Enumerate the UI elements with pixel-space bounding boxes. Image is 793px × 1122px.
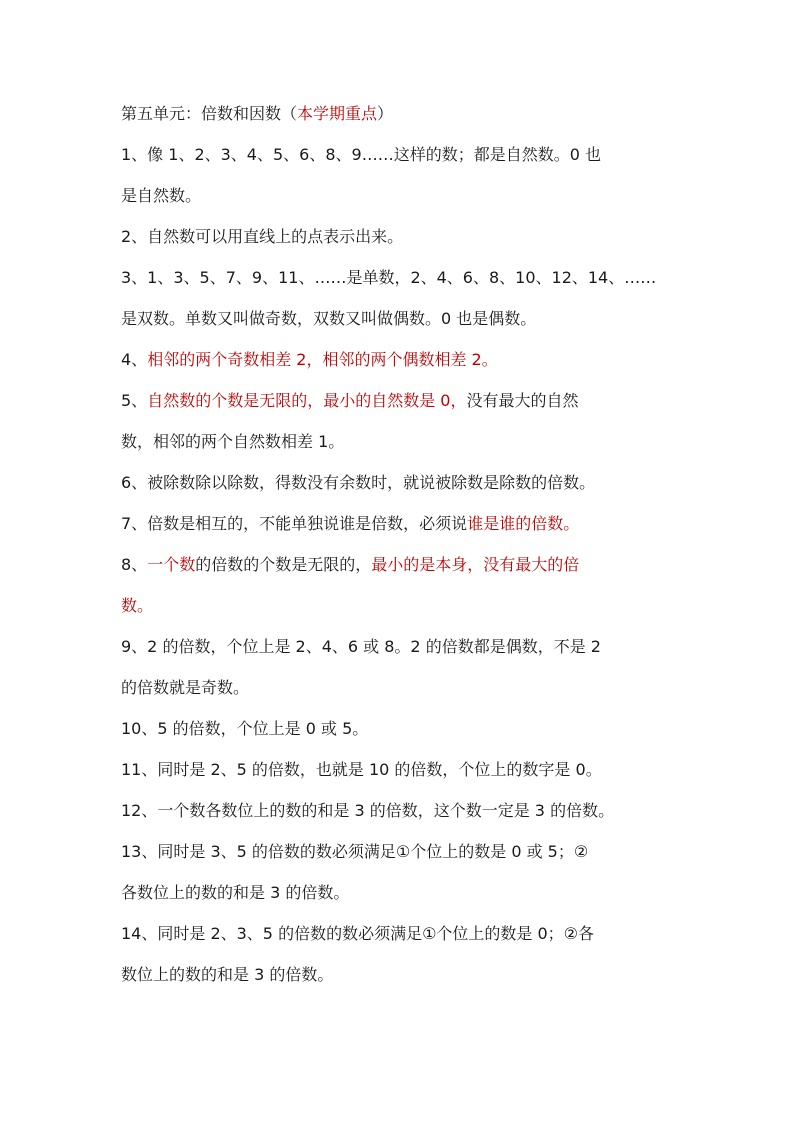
item-13-line-1: 13、同时是 3、5 的倍数的数必须满足①个位上的数是 0 或 5；②	[121, 842, 589, 861]
item-1-line-2: 是自然数。	[121, 186, 202, 205]
item-9-line-2: 的倍数就是奇数。	[121, 678, 250, 697]
item-13-line-2: 各数位上的数的和是 3 的倍数。	[121, 883, 350, 902]
item-5-line-2: 数，相邻的两个自然数相差 1。	[121, 432, 345, 451]
item-4-highlight: 相邻的两个奇数相差 2，相邻的两个偶数相差 2。	[147, 350, 498, 369]
item-14-line-1: 14、同时是 2、3、5 的倍数的数必须满足①个位上的数是 0；②各	[121, 924, 595, 943]
item-8-number: 8、	[121, 555, 148, 574]
unit-title	[121, 104, 681, 124]
item-8-highlight-1: 一个数	[147, 555, 196, 574]
item-5-rest: 没有最大的自然	[466, 391, 579, 410]
item-7-highlight: 谁是谁的倍数。	[467, 514, 580, 533]
item-7-line-1	[121, 514, 681, 534]
document-body	[121, 104, 681, 1006]
item-8-line-2: 数。	[121, 596, 154, 615]
item-5-highlight: 自然数的个数是无限的，最小的自然数是 0，	[147, 391, 467, 410]
item-6-line-1: 6、被除数除以除数，得数没有余数时，就说被除数是除数的倍数。	[121, 473, 596, 492]
item-11-line-1: 11、同时是 2、5 的倍数，也就是 10 的倍数，个位上的数字是 0。	[121, 760, 602, 779]
item-5-number: 5、	[121, 391, 148, 410]
item-8-text: 的倍数的个数是无限的，	[195, 555, 372, 574]
item-12-line-1: 12、一个数各数位上的数的和是 3 的倍数，这个数一定是 3 的倍数。	[121, 801, 615, 820]
item-7-text: 7、倍数是相互的，不能单独说谁是倍数，必须说	[121, 514, 468, 533]
unit-title-highlight: 本学期重点	[297, 104, 378, 123]
item-8-highlight-2: 最小的是本身，没有最大的倍	[371, 555, 580, 574]
item-3-line-2: 是双数。单数又叫做奇数，双数又叫做偶数。0 也是偶数。	[121, 309, 537, 328]
item-3-line-1: 3、1、3、5、7、9、11、……是单数，2、4、6、8、10、12、14、……	[121, 268, 657, 287]
item-1-line-1: 1、像 1、2、3、4、5、6、8、9……这样的数；都是自然数。0 也	[121, 145, 601, 164]
item-8-line-1	[121, 555, 681, 575]
item-10-line-1: 10、5 的倍数，个位上是 0 或 5。	[121, 719, 369, 738]
item-4-number: 4、	[121, 350, 148, 369]
item-4-line-1	[121, 350, 681, 370]
unit-title-text: 第五单元：倍数和因数（	[121, 104, 298, 123]
item-14-line-2: 数位上的数的和是 3 的倍数。	[121, 965, 334, 984]
unit-title-close: ）	[377, 104, 394, 123]
item-5-line-1	[121, 391, 681, 411]
item-2-line-1: 2、自然数可以用直线上的点表示出来。	[121, 227, 404, 246]
item-9-line-1: 9、2 的倍数，个位上是 2、4、6 或 8。2 的倍数都是偶数，不是 2	[121, 637, 601, 656]
